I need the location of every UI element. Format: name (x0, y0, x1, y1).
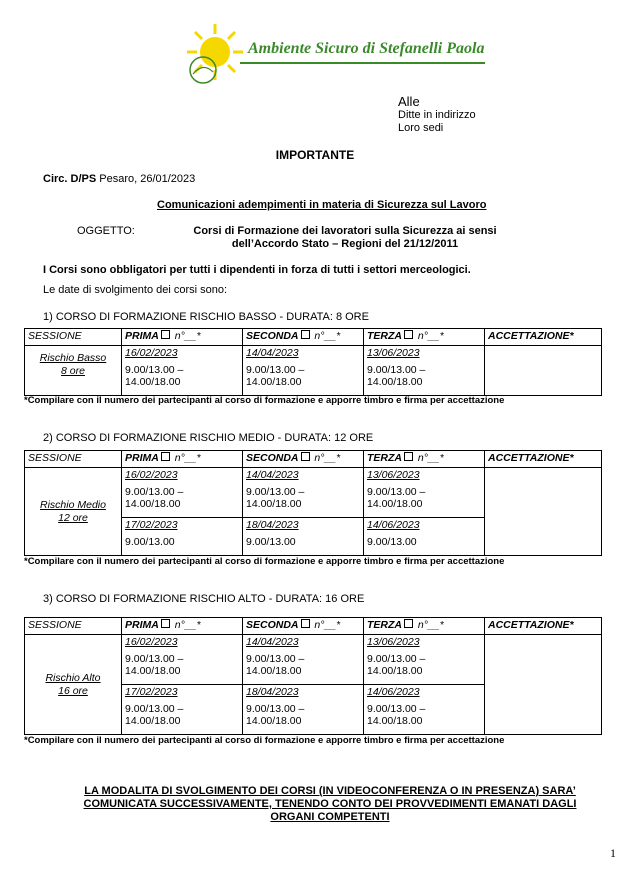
company-name: Ambiente Sicuro di Stefanelli Paola (248, 40, 485, 57)
final-notice-line-1: LA MODALITA DI SVOLGIMENTO DEI CORSI (IN VIDEOCONFERENZA O IN PRESENZA) SARA’ (84, 785, 576, 797)
date-cell: 14/06/2023 9.00/13.00 – 14.00/18.00 (364, 685, 485, 735)
logo-underline (240, 62, 485, 64)
acceptance-cell (485, 635, 602, 735)
final-notice (60, 785, 600, 824)
date-cell: 16/02/2023 9.00/13.00 – 14.00/18.00 (122, 635, 243, 685)
date-cell: 14/04/2023 9.00/13.00 – 14.00/18.00 (243, 635, 364, 685)
course-1-title: 1) CORSO DI FORMAZIONE RISCHIO BASSO - DURATA: 8 ORE (43, 311, 369, 323)
header-third: TERZA n°__* (364, 618, 485, 635)
date-cell: 18/04/2023 9.00/13.00 (243, 518, 364, 556)
session-cell: Rischio Basso 8 ore (25, 346, 122, 396)
header-second: SECONDA n°__* (243, 618, 364, 635)
course-2-table (24, 450, 602, 556)
final-notice-line-2: COMUNICATA SUCCESSIVAMENTE, TENENDO CONTO DEI PROVVEDIMENTI EMANATI DAGLI (83, 798, 577, 810)
communication-heading: Comunicazioni adempimenti in materia di Sicurezza sul Lavoro (157, 199, 487, 211)
header-acceptance: ACCETTAZIONE* (485, 618, 602, 635)
header-acceptance: ACCETTAZIONE* (485, 329, 602, 346)
course-3-title: 3) CORSO DI FORMAZIONE RISCHIO ALTO - DURATA: 16 ORE (43, 593, 365, 605)
course-3-note: *Compilare con il numero dei partecipanti al corso di formazione e apporre timbro e firma per accettazione (24, 735, 505, 746)
date-cell: 13/06/2023 9.00/13.00 – 14.00/18.00 (364, 635, 485, 685)
date-cell: 14/04/2023 9.00/13.00 – 14.00/18.00 (243, 346, 364, 396)
header-session: SESSIONE (25, 329, 122, 346)
intro-bold: I Corsi sono obbligatori per tutti i dipendenti in forza di tutti i settori merceologici. (43, 264, 471, 276)
course-1-table (24, 328, 602, 396)
subject-label: OGGETTO: (77, 225, 135, 237)
recipient-line-1: Alle (398, 94, 420, 109)
header-third: TERZA n°__* (364, 451, 485, 468)
date-cell: 16/02/2023 9.00/13.00 – 14.00/18.00 (122, 346, 243, 396)
date-cell: 16/02/2023 9.00/13.00 – 14.00/18.00 (122, 468, 243, 518)
sun-icon (185, 22, 255, 88)
course-2-note: *Compilare con il numero dei partecipanti al corso di formazione e apporre timbro e firma per accettazione (24, 556, 505, 567)
page-number: 1 (610, 846, 616, 860)
subject-line-1: Corsi di Formazione dei lavoratori sulla Sicurezza ai sensi (193, 225, 497, 237)
date-cell: 13/06/2023 9.00/13.00 – 14.00/18.00 (364, 468, 485, 518)
header-session: SESSIONE (25, 451, 122, 468)
recipient-line-3: Loro sedi (398, 122, 444, 134)
header-first: PRIMA n°__* (122, 618, 243, 635)
header-second: SECONDA n°__* (243, 329, 364, 346)
date-cell: 14/04/2023 9.00/13.00 – 14.00/18.00 (243, 468, 364, 518)
header-first: PRIMA n°__* (122, 329, 243, 346)
circular-code: Circ. D/PS (43, 173, 97, 185)
place-date: Pesaro, 26/01/2023 (99, 173, 196, 185)
acceptance-cell (485, 468, 602, 556)
recipient-line-2: Ditte in indirizzo (398, 109, 476, 121)
session-cell: Rischio Medio 12 ore (25, 468, 122, 556)
acceptance-cell (485, 346, 602, 396)
date-cell: 17/02/2023 9.00/13.00 (122, 518, 243, 556)
date-cell: 18/04/2023 9.00/13.00 – 14.00/18.00 (243, 685, 364, 735)
session-cell: Rischio Alto 16 ore (25, 635, 122, 735)
course-3-table (24, 617, 602, 735)
intro-text: Le date di svolgimento dei corsi sono: (43, 284, 228, 296)
subject-text (150, 225, 540, 251)
final-notice-line-3: ORGANI COMPETENTI (270, 811, 390, 823)
header-second: SECONDA n°__* (243, 451, 364, 468)
subject-line-2: dell’Accordo Stato – Regioni del 21/12/2011 (231, 238, 459, 250)
date-cell: 17/02/2023 9.00/13.00 – 14.00/18.00 (122, 685, 243, 735)
header-third: TERZA n°__* (364, 329, 485, 346)
course-2-title: 2) CORSO DI FORMAZIONE RISCHIO MEDIO - DURATA: 12 ORE (43, 432, 374, 444)
course-1-note: *Compilare con il numero dei partecipanti al corso di formazione e apporre timbro e firma per accettazione (24, 395, 505, 406)
header-first: PRIMA n°__* (122, 451, 243, 468)
circular-reference (43, 173, 195, 185)
date-cell: 14/06/2023 9.00/13.00 (364, 518, 485, 556)
date-cell: 13/06/2023 9.00/13.00 – 14.00/18.00 (364, 346, 485, 396)
header-session: SESSIONE (25, 618, 122, 635)
header-acceptance: ACCETTAZIONE* (485, 451, 602, 468)
document-title: IMPORTANTE (275, 148, 355, 162)
